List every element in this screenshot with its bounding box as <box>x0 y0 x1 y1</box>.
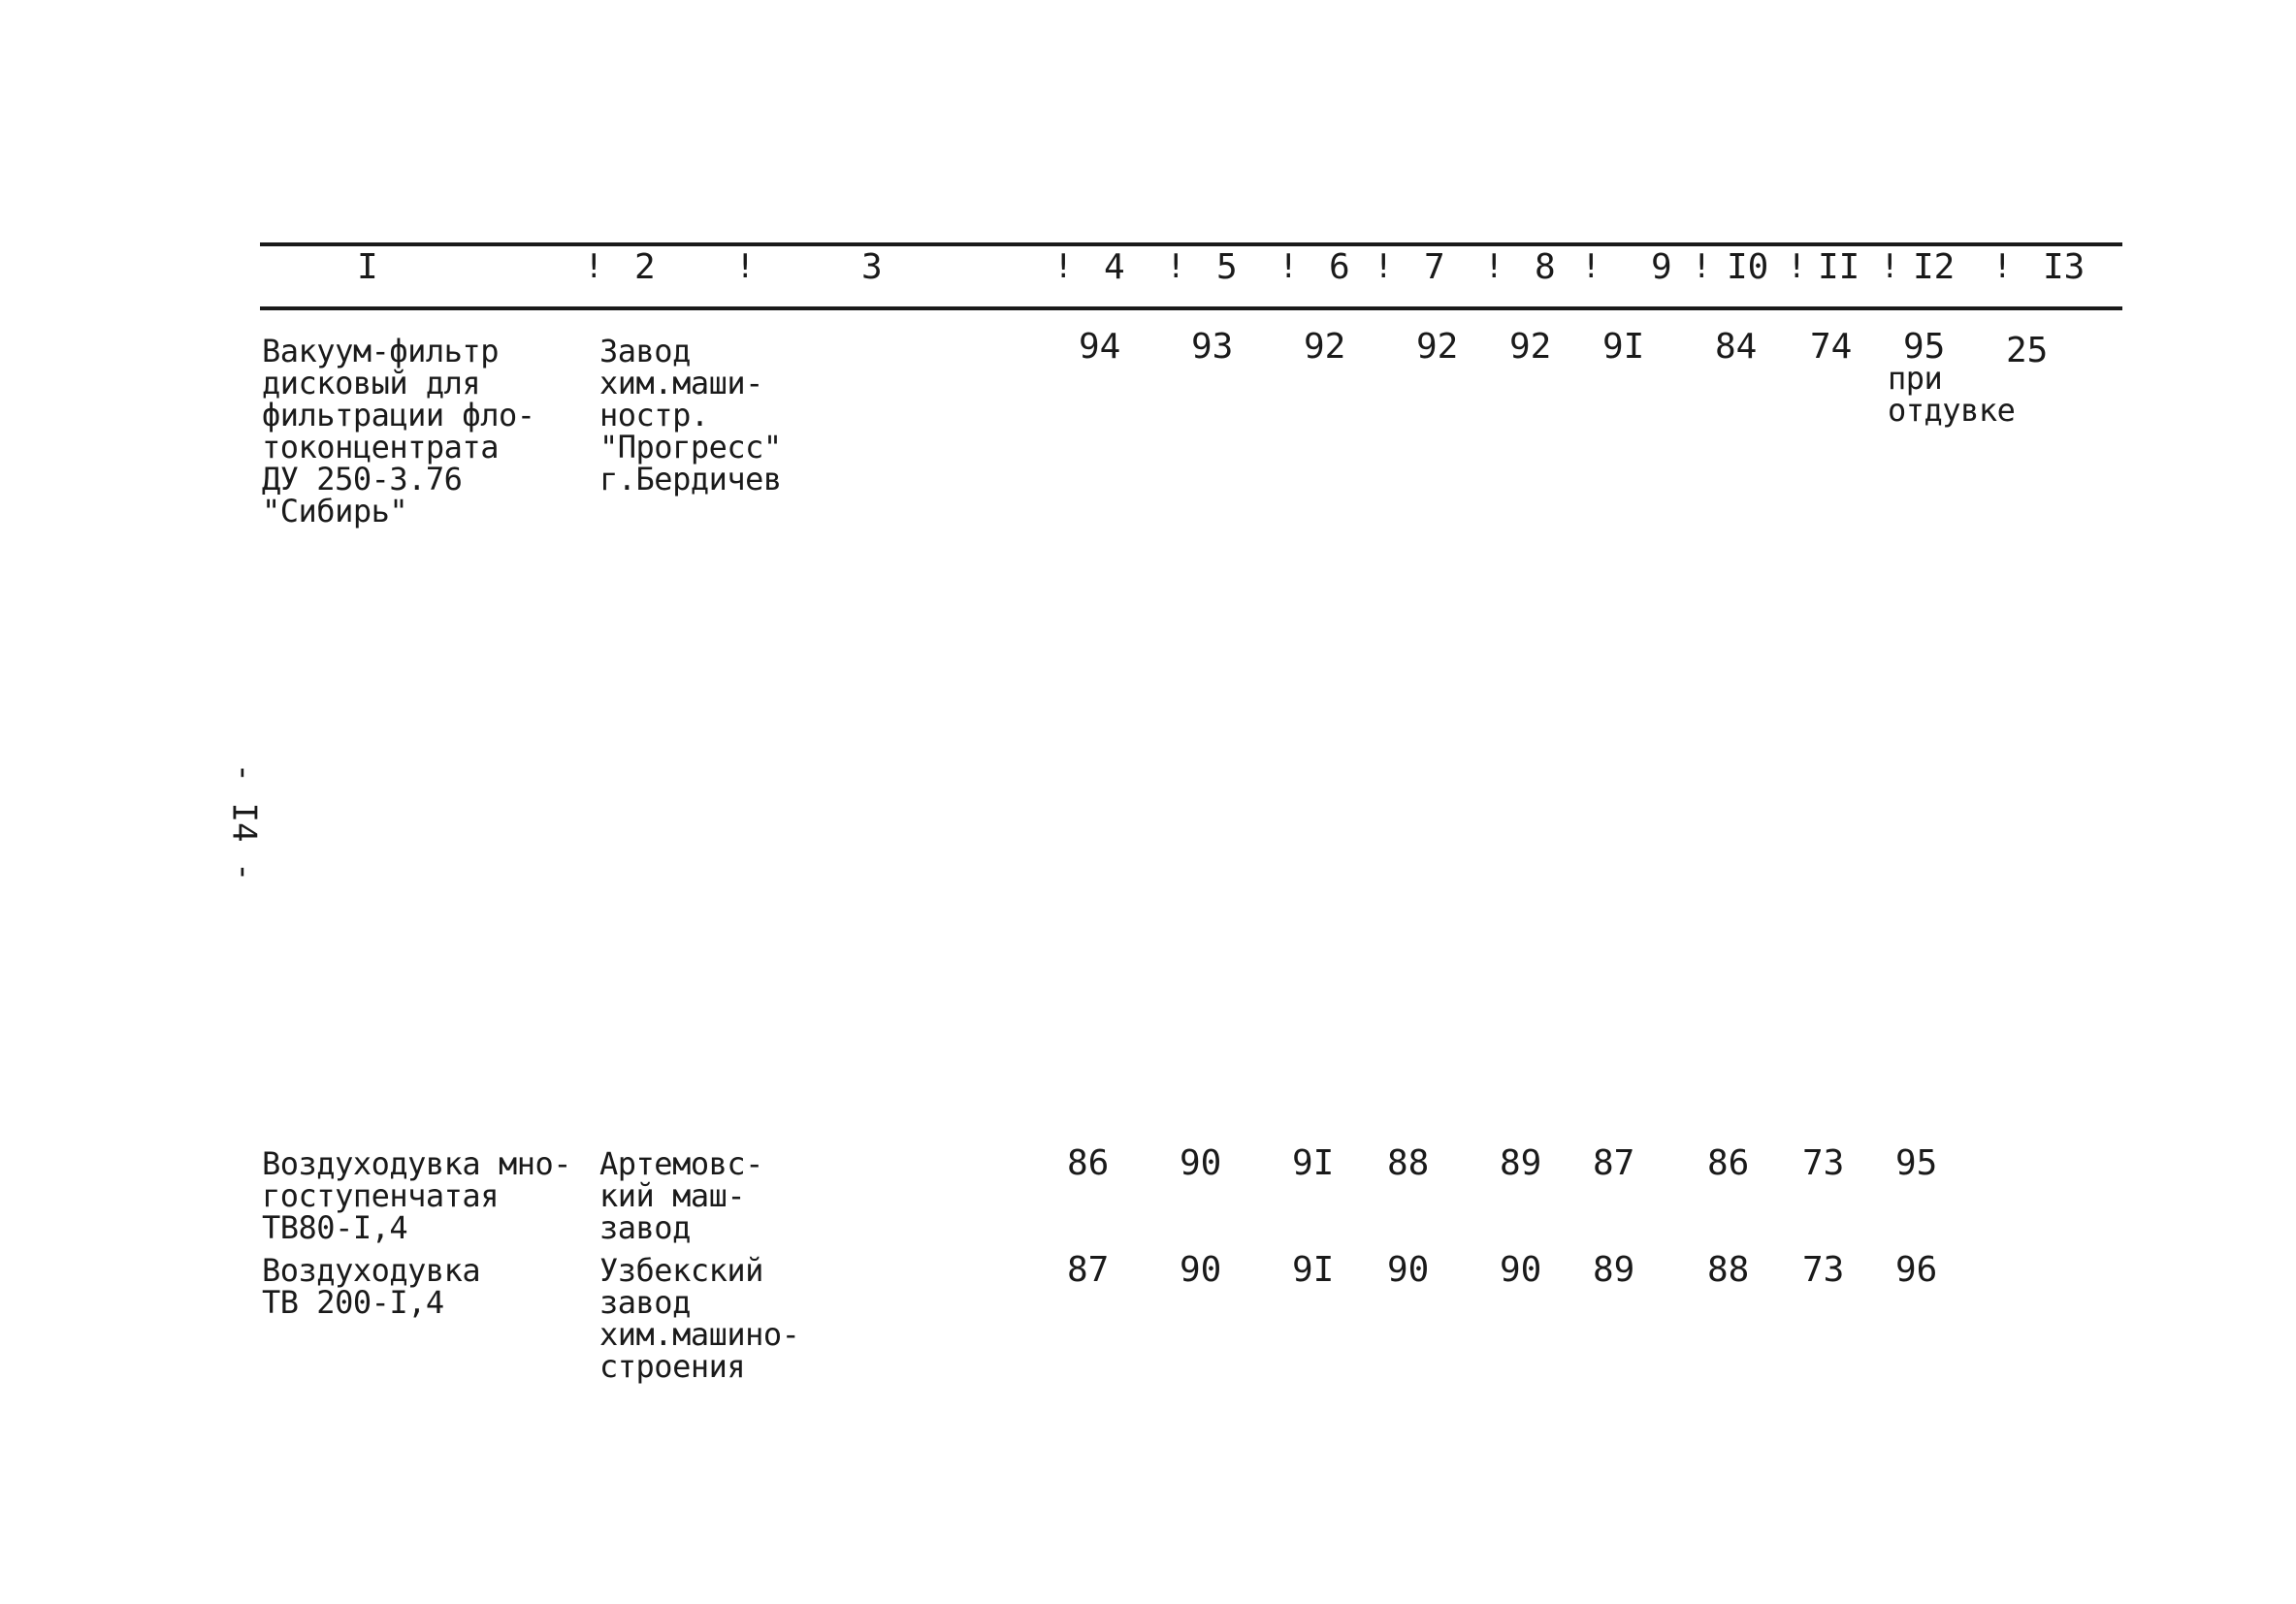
row1-col5: 93 <box>1191 327 1234 367</box>
row1-col7: 92 <box>1416 327 1459 367</box>
col-header-4: 4 <box>1104 247 1125 287</box>
row3-col11: 73 <box>1802 1250 1845 1290</box>
table-top-rule <box>260 242 2122 246</box>
row2-name: Воздуходувка мно- гоступенчатая ТВ80-I,4 <box>262 1145 572 1246</box>
row2-col6: 9I <box>1292 1143 1335 1183</box>
row3-col4: 87 <box>1067 1250 1110 1290</box>
col-separator: ! <box>1166 247 1186 286</box>
col-separator: ! <box>1278 247 1299 286</box>
col-header-13: I3 <box>2043 247 2086 287</box>
row1-maker: Завод хим.маши- ностр. "Прогресс" г.Бердичев <box>599 333 782 497</box>
row1-col12-note: при отдувке <box>1888 360 2016 429</box>
row3-name: Воздуходувка ТВ 200-I,4 <box>262 1252 481 1321</box>
col-separator: ! <box>1992 247 2013 286</box>
col-separator: ! <box>1581 247 1601 286</box>
row1-col4: 94 <box>1079 327 1121 367</box>
row2-col7: 88 <box>1387 1143 1430 1183</box>
col-header-12: I2 <box>1913 247 1956 287</box>
col-header-5: 5 <box>1216 247 1238 287</box>
row3-col8: 90 <box>1500 1250 1542 1290</box>
col-header-3: 3 <box>861 247 883 287</box>
page-number: - I4 - <box>224 762 264 882</box>
col-header-9: 9 <box>1651 247 1672 287</box>
row2-maker: Артемовс- кий маш- завод <box>599 1145 763 1246</box>
col-header-1: I <box>357 247 378 287</box>
row2-col10: 86 <box>1707 1143 1750 1183</box>
row1-col6: 92 <box>1304 327 1346 367</box>
row2-col11: 73 <box>1802 1143 1845 1183</box>
row3-col5: 90 <box>1180 1250 1222 1290</box>
table-header-rule <box>260 306 2122 310</box>
row1-col10: 84 <box>1715 327 1758 367</box>
col-separator: ! <box>1692 247 1712 286</box>
row3-col7: 90 <box>1387 1250 1430 1290</box>
row2-col9: 87 <box>1593 1143 1635 1183</box>
row1-name: Вакуум-фильтр дисковый для фильтрации фло- токонцентрата ДУ 250-3.76 "Сибирь" <box>262 333 535 529</box>
col-separator: ! <box>1374 247 1394 286</box>
row2-col8: 89 <box>1500 1143 1542 1183</box>
row1-col11: 74 <box>1810 327 1853 367</box>
col-header-8: 8 <box>1535 247 1556 287</box>
col-separator: ! <box>1880 247 1900 286</box>
col-separator: ! <box>1787 247 1807 286</box>
row3-col9: 89 <box>1593 1250 1635 1290</box>
row3-col10: 88 <box>1707 1250 1750 1290</box>
col-header-6: 6 <box>1329 247 1350 287</box>
col-separator: ! <box>1053 247 1074 286</box>
row1-col13: 25 <box>2006 331 2049 370</box>
row1-col9: 9I <box>1602 327 1645 367</box>
row3-col6: 9I <box>1292 1250 1335 1290</box>
col-header-7: 7 <box>1424 247 1445 287</box>
row3-maker: Узбекский завод хим.машино- строения <box>599 1252 800 1385</box>
row2-col5: 90 <box>1180 1143 1222 1183</box>
col-separator: ! <box>1484 247 1504 286</box>
col-header-2: 2 <box>634 247 656 287</box>
row2-col12: 95 <box>1895 1143 1938 1183</box>
row1-col8: 92 <box>1509 327 1552 367</box>
col-header-11: II <box>1818 247 1860 287</box>
col-separator: ! <box>735 247 756 286</box>
col-header-10: I0 <box>1727 247 1769 287</box>
row2-col4: 86 <box>1067 1143 1110 1183</box>
row3-col12: 96 <box>1895 1250 1938 1290</box>
row1-col12: 95 <box>1903 327 1946 367</box>
col-separator: ! <box>584 247 604 286</box>
